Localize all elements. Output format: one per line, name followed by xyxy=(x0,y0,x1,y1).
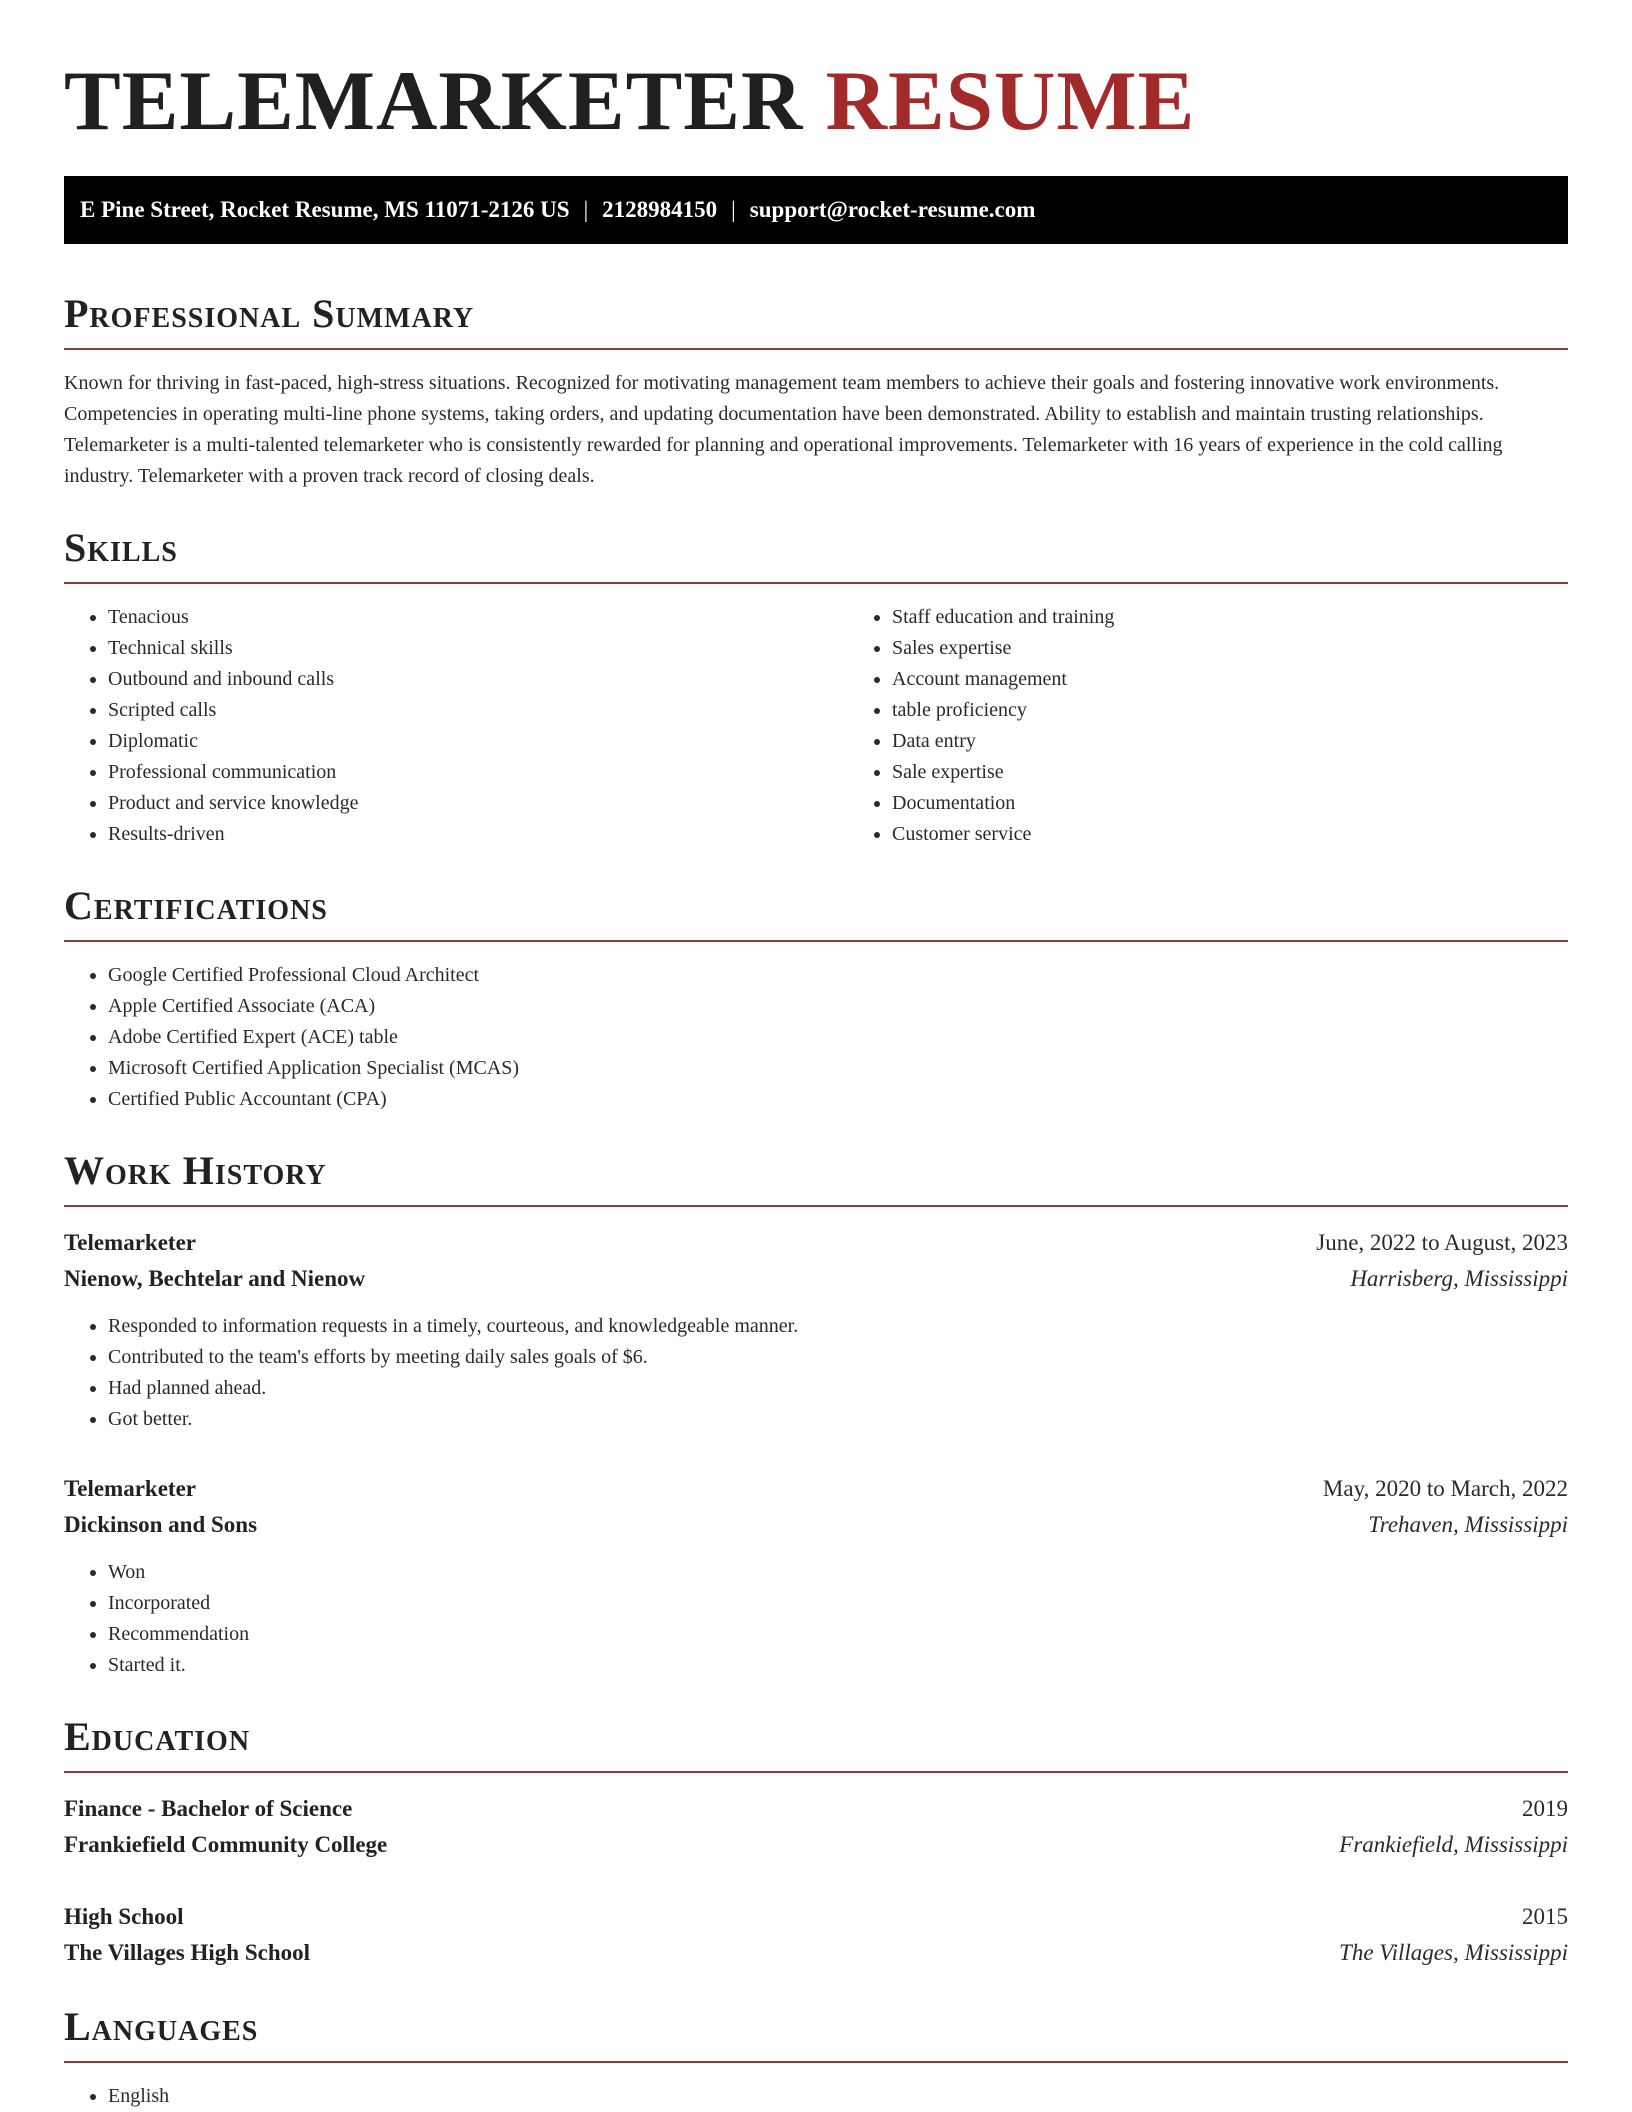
job-bullet: • Won xyxy=(108,1557,1568,1588)
job-bullet: • Contributed to the team's efforts by meeting daily sales goals of $6. xyxy=(108,1342,1568,1373)
job-company-row xyxy=(64,1507,1568,1543)
job-company: Dickinson and Sons xyxy=(64,1512,258,1537)
skill-item: • Tenacious xyxy=(108,602,848,633)
languages-heading: Languages xyxy=(64,1983,1568,2063)
skills-heading: Skills xyxy=(64,504,1568,584)
skill-item: • Product and service knowledge xyxy=(108,788,848,819)
education-school: The Villages High School xyxy=(64,1940,311,1965)
job-company-row xyxy=(64,1261,1568,1297)
job-bullet: • Started it. xyxy=(108,1650,1568,1681)
summary-heading: Professional Summary xyxy=(64,270,1568,350)
skill-item: • Technical skills xyxy=(108,633,848,664)
education-entry xyxy=(64,1899,1568,1971)
skills-section xyxy=(64,504,1568,850)
skill-item: • Diplomatic xyxy=(108,726,848,757)
education-school-row xyxy=(64,1827,1568,1863)
education-location: The Villages, Mississippi xyxy=(1339,1940,1568,1965)
job-dates: May, 2020 to March, 2022 xyxy=(1322,1476,1568,1501)
education-section xyxy=(64,1693,1568,1971)
skill-item: • Sales expertise xyxy=(892,633,1632,664)
certifications-section xyxy=(64,862,1568,1115)
contact-bar xyxy=(64,176,1568,244)
job-bullets xyxy=(64,1557,1568,1681)
education-location: Frankiefield, Mississippi xyxy=(1339,1832,1568,1857)
education-degree: Finance - Bachelor of Science xyxy=(64,1796,353,1821)
job-title: Telemarketer xyxy=(64,1476,196,1501)
contact-separator: | xyxy=(583,197,589,222)
contact-address: E Pine Street, Rocket Resume, MS 11071-2126 US xyxy=(80,197,570,222)
job-bullets xyxy=(64,1311,1568,1435)
certification-item: • Google Certified Professional Cloud Architect xyxy=(108,960,1568,991)
work-history-heading: Work History xyxy=(64,1127,1568,1207)
skill-item: • Sale expertise xyxy=(892,757,1632,788)
contact-phone: 2128984150 xyxy=(602,197,718,222)
summary-text: Known for thriving in fast-paced, high-stress situations. Recognized for motivating management team members to achieve their goals and fostering innovative work environments. Competencies in operating multi-line phone systems, taking orders, and updating documentation have been demonstrated. Ability to establish and maintain trusting relationships. Telemarketer is a multi-talented telemarketer who is consistently rewarded for planning and operational improvements. Telemarketer with 16 years of experience in the cold calling industry. Telemarketer with a proven track record of closing deals. xyxy=(64,372,1503,487)
languages-list xyxy=(64,2081,1568,2112)
skill-item: • Documentation xyxy=(892,788,1632,819)
education-heading: Education xyxy=(64,1693,1568,1773)
contact-separator: | xyxy=(731,197,736,222)
certification-item: • Microsoft Certified Application Specialist (MCAS) xyxy=(108,1053,1568,1084)
job-title-row xyxy=(64,1225,1568,1261)
languages-section xyxy=(64,1983,1568,2112)
skill-item: • Data entry xyxy=(892,726,1632,757)
job-bullet: • Recommendation xyxy=(108,1619,1568,1650)
skill-item: • Scripted calls xyxy=(108,695,848,726)
work-history-section xyxy=(64,1127,1568,1681)
skills-columns xyxy=(64,602,1568,850)
education-entry xyxy=(64,1791,1568,1863)
contact-email: support@rocket-resume.com xyxy=(749,197,1036,222)
job-location: Harrisberg, Mississippi xyxy=(1350,1266,1568,1291)
job-bullet: • Responded to information requests in a timely, courteous, and knowledgeable manner. xyxy=(108,1311,1568,1342)
job-company: Nienow, Bechtelar and Nienow xyxy=(64,1266,366,1291)
certification-item: • Certified Public Accountant (CPA) xyxy=(108,1084,1568,1115)
job-bullet: • Had planned ahead. xyxy=(108,1373,1568,1404)
job-entry xyxy=(64,1471,1568,1681)
skills-list-right xyxy=(848,602,1632,850)
education-school-row xyxy=(64,1935,1568,1971)
title-main: TELEMARKETER xyxy=(64,54,804,148)
education-degree-row xyxy=(64,1791,1568,1827)
summary-section xyxy=(64,270,1568,492)
certification-item: • Adobe Certified Expert (ACE) table xyxy=(108,1022,1568,1053)
skill-item: • Account management xyxy=(892,664,1632,695)
skill-item: • Results-driven xyxy=(108,819,848,850)
resume-title xyxy=(64,0,1568,176)
skill-item: • table proficiency xyxy=(892,695,1632,726)
education-degree: High School xyxy=(64,1904,184,1929)
education-degree-row xyxy=(64,1899,1568,1935)
skill-item: • Outbound and inbound calls xyxy=(108,664,848,695)
job-bullet: • Incorporated xyxy=(108,1588,1568,1619)
skill-item: • Professional communication xyxy=(108,757,848,788)
skill-item: • Staff education and training xyxy=(892,602,1632,633)
title-accent: RESUME xyxy=(825,54,1196,148)
job-bullet: • Got better. xyxy=(108,1404,1568,1435)
job-entry xyxy=(64,1225,1568,1435)
skill-item: • Customer service xyxy=(892,819,1632,850)
education-year: 2019 xyxy=(1522,1796,1568,1821)
education-school: Frankiefield Community College xyxy=(64,1832,388,1857)
certifications-list xyxy=(64,960,1568,1115)
certifications-heading: Certifications xyxy=(64,862,1568,942)
job-dates: June, 2022 to August, 2023 xyxy=(1316,1230,1568,1255)
skills-list-left xyxy=(64,602,848,850)
education-year: 2015 xyxy=(1522,1904,1568,1929)
certification-item: • Apple Certified Associate (ACA) xyxy=(108,991,1568,1022)
job-title: Telemarketer xyxy=(64,1230,196,1255)
job-title-row xyxy=(64,1471,1568,1507)
language-item: • English xyxy=(108,2081,1568,2112)
job-location: Trehaven, Mississippi xyxy=(1368,1512,1568,1537)
